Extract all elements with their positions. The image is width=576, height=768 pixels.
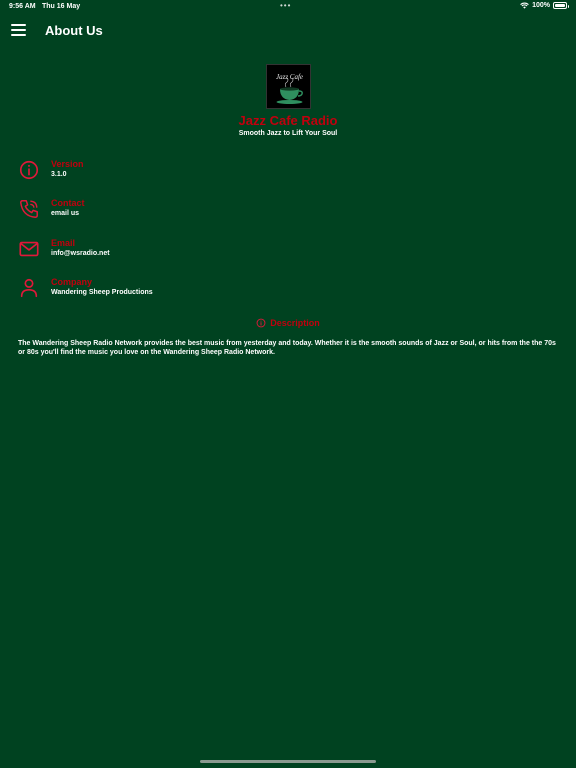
status-right — [520, 2, 567, 9]
wifi-icon — [520, 2, 529, 9]
info-circle-icon — [256, 318, 266, 328]
battery-icon — [553, 2, 567, 9]
nav-bar — [0, 14, 576, 48]
description-header — [0, 318, 576, 328]
email-label: Email — [51, 238, 76, 248]
status-date: Thu 16 May — [42, 3, 81, 10]
battery-percent: 100% — [532, 2, 550, 9]
info-circle-icon — [18, 159, 40, 181]
status-bar — [0, 0, 576, 14]
contact-label: Contact — [51, 198, 85, 208]
company-label: Company — [51, 277, 93, 287]
logo-text: Jazz Cafe — [275, 73, 304, 81]
app-name: Jazz Cafe Radio — [238, 113, 338, 128]
person-icon — [18, 277, 40, 299]
app-tagline: Smooth Jazz to Lift Your Soul — [238, 130, 338, 137]
description-label: Description — [270, 318, 320, 328]
description-text: The Wandering Sheep Radio Network provides the best music from yesterday and today. Whether it is the smooth sounds of Jazz or Soul, or hits from the the 70s or 80s you'll find the music you love on the Wandering Sheep Radio Network. — [18, 340, 556, 356]
envelope-icon — [18, 238, 40, 260]
hamburger-menu-icon[interactable] — [11, 24, 26, 37]
coffee-cup-logo-icon — [267, 65, 312, 110]
info-row-version — [18, 159, 418, 185]
company-value: Wandering Sheep Productions — [51, 289, 153, 296]
version-label: Version — [51, 159, 84, 169]
page-title: About Us — [45, 23, 103, 38]
info-row-company — [18, 277, 418, 303]
version-value: 3.1.0 — [51, 171, 67, 178]
contact-value[interactable]: email us — [51, 210, 80, 217]
phone-icon — [18, 198, 40, 220]
battery-fill — [555, 4, 565, 7]
app-logo — [266, 64, 311, 109]
multitasking-dots-icon[interactable]: ••• — [280, 1, 292, 10]
home-indicator[interactable] — [200, 760, 376, 763]
email-value[interactable]: info@wsradio.net — [51, 250, 110, 257]
status-time: 9:56 AM — [9, 3, 36, 10]
info-row-contact[interactable] — [18, 198, 418, 224]
info-row-email[interactable] — [18, 238, 418, 264]
